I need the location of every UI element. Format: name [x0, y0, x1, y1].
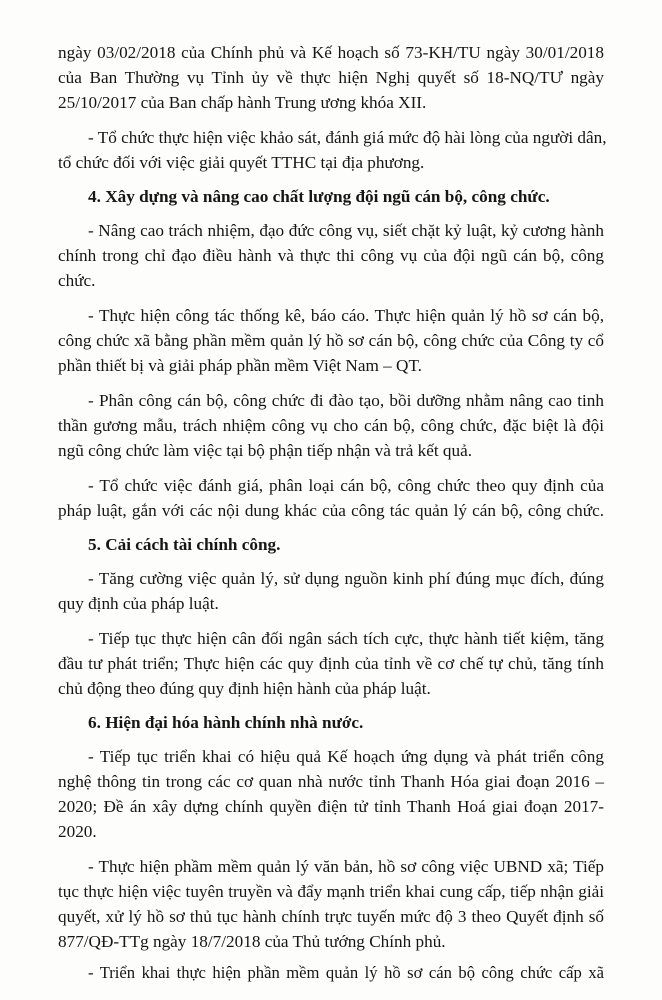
text-line: thần gương mẫu, trách nhiệm công vụ cho cán bộ, công chức, đặc biệt là đội	[58, 416, 604, 435]
text-line: 877/QĐ-TTg ngày 18/7/2018 của Thủ tướng Chính phủ.	[58, 932, 446, 951]
text-line: ngày 03/02/2018 của Chính phủ và Kế hoạch số 73-KH/TU ngày 30/01/2018	[58, 43, 604, 62]
paragraph-first-line: - Tiếp tục triển khai có hiệu quả Kế hoạch ứng dụng và phát triển công	[88, 747, 604, 766]
paragraph-first-line: - Triển khai thực hiện phần mềm quản lý hồ sơ cán bộ công chức cấp xã	[88, 963, 604, 982]
text-line: pháp luật, gắn với các nội dung khác của công tác quản lý cán bộ, công chức.	[58, 501, 604, 520]
text-line: quyết, xử lý hồ sơ thủ tục hành chính trực tuyến mức độ 3 theo Quyết định số	[58, 907, 604, 926]
text-line: quy định của pháp luật.	[58, 594, 219, 613]
paragraph-first-line: - Tổ chức việc đánh giá, phân loại cán bộ, công chức theo quy định của	[88, 476, 604, 495]
text-line: tục thực hiện việc tuyên truyền và đẩy mạnh triển khai cung cấp, tiếp nhận giải	[58, 882, 604, 901]
paragraph-first-line: - Thực hiện phầm mềm quản lý văn bản, hồ sơ công việc UBND xã; Tiếp	[88, 857, 604, 876]
section-heading-6: 6. Hiện đại hóa hành chính nhà nước.	[88, 713, 364, 732]
paragraph-first-line: - Tăng cường việc quản lý, sử dụng nguồn kinh phí đúng mục đích, đúng	[88, 569, 604, 588]
section-heading-4: 4. Xây dựng và nâng cao chất lượng đội ngũ cán bộ, công chức.	[88, 187, 550, 206]
text-line: nghệ thông tin trong các cơ quan nhà nước tỉnh Thanh Hóa giai đoạn 2016 –	[58, 772, 604, 791]
text-line: 2020.	[58, 822, 97, 841]
paragraph-first-line: - Tổ chức thực hiện việc khảo sát, đánh giá mức độ hài lòng của người dân,	[88, 128, 607, 147]
text-line: phần thiết bị và giải pháp phần mềm Việt Nam – QT.	[58, 356, 422, 375]
text-line: của Ban Thường vụ Tỉnh ủy về thực hiện Nghị quyết số 18-NQ/TƯ ngày	[58, 68, 604, 87]
text-line: tổ chức đối với việc giải quyết TTHC tại địa phương.	[58, 153, 425, 172]
section-heading-5: 5. Cải cách tài chính công.	[88, 535, 281, 554]
text-line: chủ động theo đúng quy định hiện hành của pháp luật.	[58, 679, 431, 698]
text-line: công chức xã bằng phần mềm quản lý hồ sơ cán bộ, công chức của Công ty cổ	[58, 331, 604, 350]
text-line: ngũ công chức làm việc tại bộ phận tiếp nhận và trả kết quả.	[58, 441, 473, 460]
text-line: đầu tư phát triển; Thực hiện các quy định của tỉnh về cơ chế tự chủ, tăng tính	[58, 654, 604, 673]
paragraph-first-line: - Phân công cán bộ, công chức đi đào tạo, bồi dưỡng nhằm nâng cao tinh	[88, 391, 604, 410]
text-line: 2020; Đề án xây dựng chính quyền điện tử tỉnh Thanh Hoá giai đoạn 2017-	[58, 797, 604, 816]
text-line: chức.	[58, 271, 96, 290]
text-line: 25/10/2017 của Ban chấp hành Trung ương khóa XII.	[58, 93, 427, 112]
text-line: chính trong chỉ đạo điều hành và thực thi công vụ của đội ngũ cán bộ, công	[58, 246, 604, 265]
paragraph-first-line: - Nâng cao trách nhiệm, đạo đức công vụ, siết chặt kỷ luật, kỷ cương hành	[88, 221, 604, 240]
paragraph-first-line: - Thực hiện công tác thống kê, báo cáo. Thực hiện quản lý hồ sơ cán bộ,	[88, 306, 604, 325]
paragraph-first-line: - Tiếp tục thực hiện cân đối ngân sách tích cực, thực hành tiết kiệm, tăng	[88, 629, 604, 648]
